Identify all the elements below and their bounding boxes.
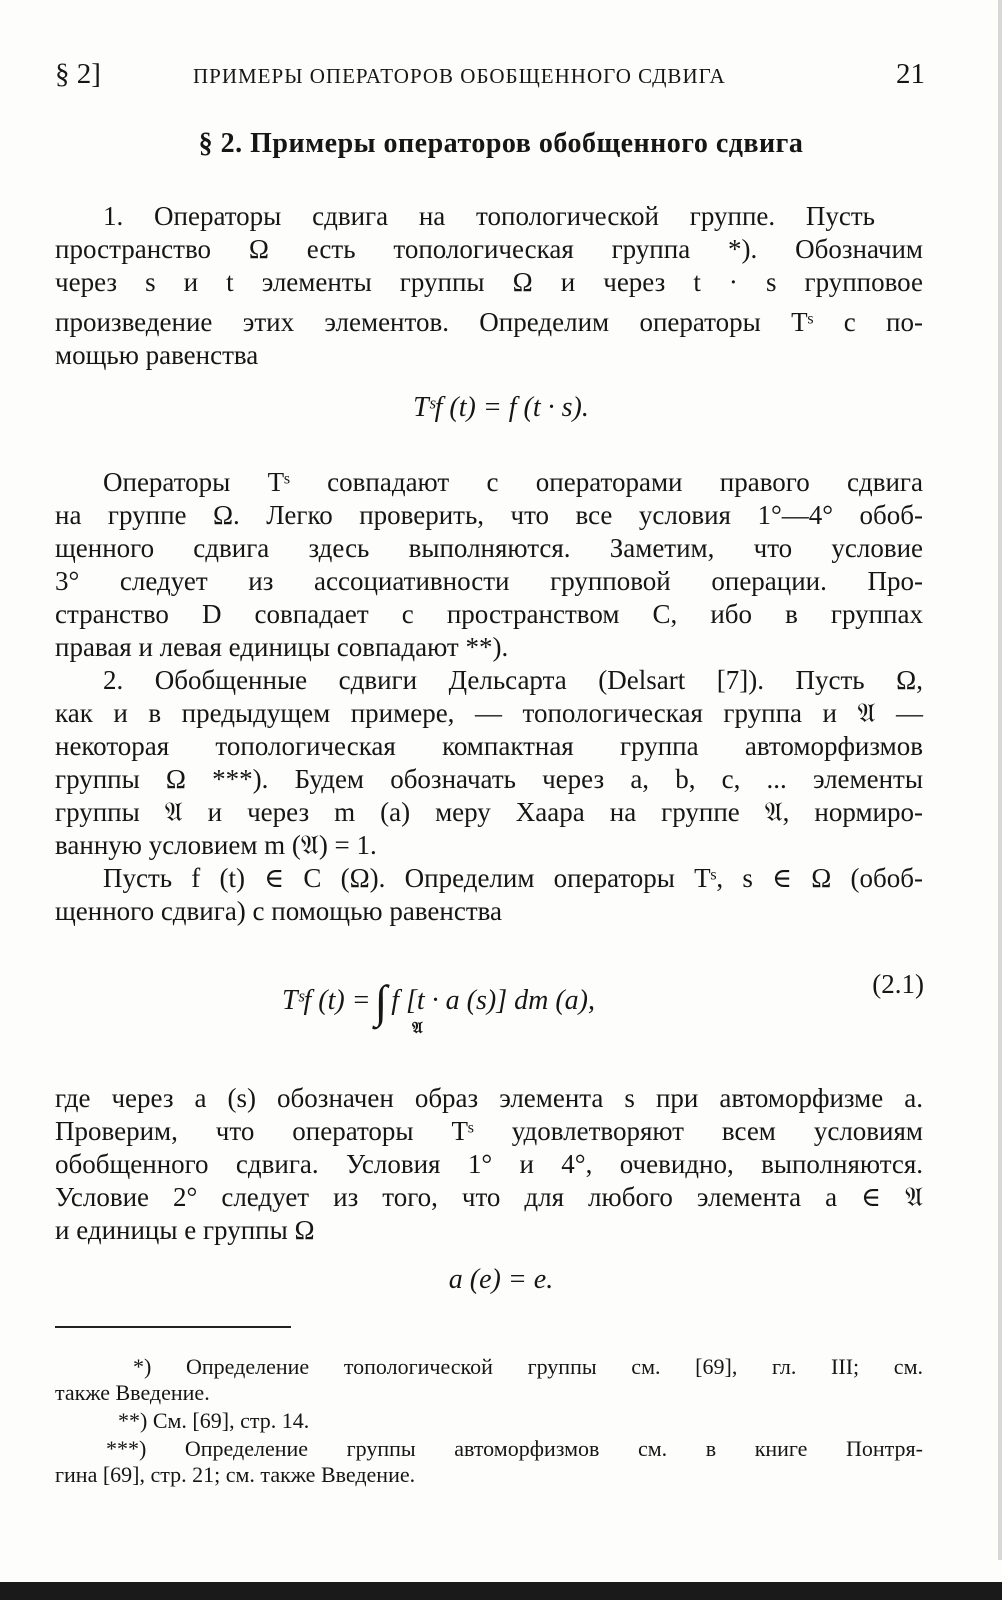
para5-line-1: где через a (s) обозначен образ элемента s при автоморфизме a.	[55, 1083, 923, 1113]
footnote-rule	[55, 1326, 291, 1328]
para5-line-3: обобщенного сдвига. Условия 1° и 4°, очевидно, выполняются.	[55, 1149, 923, 1179]
footnote-3-line-2: гина [69], стр. 21; см. также Введение.	[55, 1462, 416, 1487]
page-edge	[998, 0, 1002, 1560]
para3-line-2: как и в предыдущем примере, — топологическая группа и 𝔄 —	[55, 698, 923, 728]
para2-line-5: странство D совпадает с пространством C, ибо в группах	[55, 599, 923, 629]
formula-identity: a (e) = e.	[448, 1264, 554, 1295]
integral-sign-icon: ∫	[374, 976, 388, 1027]
para1-line-4: произведение этих элементов. Определим операторы Tˢ с по-	[55, 307, 923, 337]
formula-shift: Tˢf (t) = f (t · s).	[413, 392, 589, 423]
page-number: 21	[896, 58, 925, 90]
para2-line-3: щенного сдвига здесь выполняются. Заметим, что условие	[55, 533, 923, 563]
para3-line-6: ванную условием m (𝔄) = 1.	[55, 830, 377, 860]
para1-line-3: через s и t элементы группы Ω и через t · s групповое	[55, 267, 923, 297]
para4-line-2: щенного сдвига) с помощью равенства	[55, 896, 502, 926]
para2-line-2: на группе Ω. Легко проверить, что все условия 1°—4° обоб-	[55, 500, 923, 530]
para3-line-4: группы Ω ***). Будем обозначать через a, b, c, ... элементы	[55, 764, 923, 794]
formula-integral	[282, 967, 595, 1027]
equation-number: (2.1)	[872, 969, 924, 999]
para5-line-2: Проверим, что операторы Tˢ удовлетворяют всем условиям	[55, 1116, 923, 1146]
para3-line-1: 2. Обобщенные сдвиги Дельсарта (Delsart [7]). Пусть Ω,	[103, 665, 923, 695]
footnote-1-line-1: *) Определение топологической группы см. [69], гл. III; см.	[133, 1354, 923, 1379]
para1-line-5: мощью равенства	[55, 340, 259, 370]
para4-line-1: Пусть f (t) ∈ C (Ω). Определим операторы Tˢ, s ∈ Ω (обоб-	[103, 863, 923, 893]
footnote-2: **) См. [69], стр. 14.	[118, 1408, 310, 1433]
scan-bottom-edge	[0, 1582, 1002, 1600]
header-section-mark: § 2]	[55, 58, 101, 90]
footnote-3-line-1: ***) Определение группы автоморфизмов см. в книге Понтря-	[106, 1436, 923, 1461]
integral-subscript: 𝔄	[412, 1020, 423, 1037]
header-running-title: ПРИМЕРЫ ОПЕРАТОРОВ ОБОБЩЕННОГО СДВИГА	[193, 64, 726, 88]
para3-line-3: некоторая топологическая компактная группа автоморфизмов	[55, 731, 923, 761]
para2-line-1: Операторы Tˢ совпадают с операторами правого сдвига	[103, 467, 923, 497]
formula-rhs: f [t · a (s)] dm (a),	[391, 985, 595, 1016]
para2-line-4: 3° следует из ассоциативности групповой операции. Про-	[55, 566, 923, 596]
formula-lhs: Tˢf (t) =	[282, 985, 371, 1016]
para5-line-4: Условие 2° следует из того, что для любого элемента a ∈ 𝔄	[55, 1182, 923, 1212]
para5-line-5: и единицы e группы Ω	[55, 1215, 315, 1245]
para1-line-1: 1. Операторы сдвига на топологической группе. Пусть	[103, 201, 875, 231]
para3-line-5: группы 𝔄 и через m (a) меру Хаара на группе 𝔄, нормиро-	[55, 797, 923, 827]
para2-line-6: правая и левая единицы совпадают **).	[55, 632, 509, 662]
footnote-1-line-2: также Введение.	[55, 1380, 210, 1405]
para1-line-2: пространство Ω есть топологическая группа *). Обозначим	[55, 234, 923, 264]
running-header	[55, 58, 925, 94]
section-title: § 2. Примеры операторов обобщенного сдвига	[198, 128, 804, 159]
